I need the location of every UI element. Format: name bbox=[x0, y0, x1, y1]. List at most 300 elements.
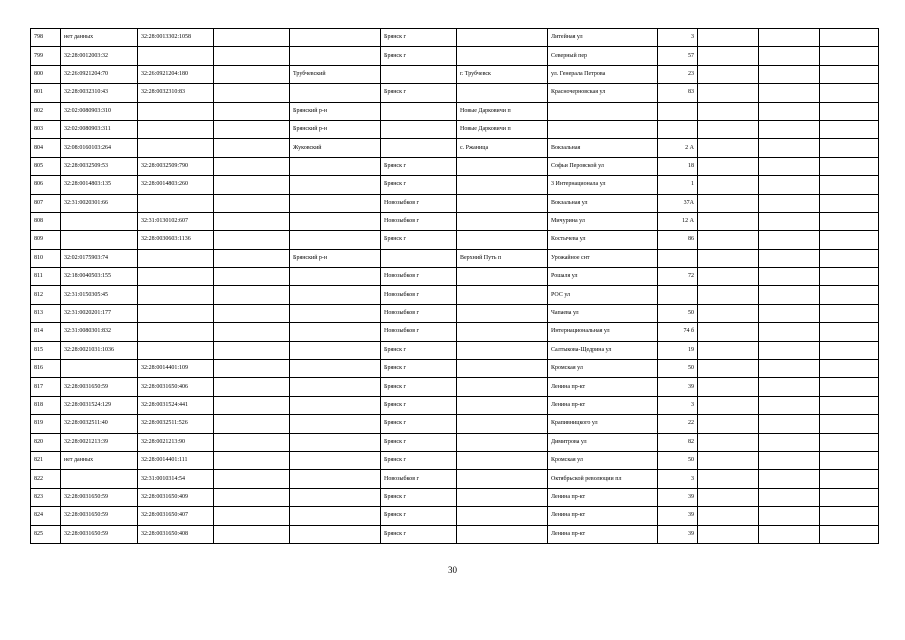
cell-cadastral-number: 32:31:0150305:45 bbox=[61, 286, 138, 304]
table-row bbox=[31, 194, 879, 212]
cell-empty-cell bbox=[759, 286, 820, 304]
cell-house-number: 39 bbox=[658, 378, 698, 396]
cell-empty-cell bbox=[759, 360, 820, 378]
cell-empty-cell bbox=[698, 415, 759, 433]
cell-settlement bbox=[457, 378, 548, 396]
cell-street: Ленина пр-кт bbox=[548, 488, 658, 506]
cell-district bbox=[290, 47, 381, 65]
cell-city: Брянск г bbox=[381, 507, 457, 525]
table-row bbox=[31, 488, 879, 506]
table-row bbox=[31, 29, 879, 47]
cell-row-number: 805 bbox=[31, 157, 61, 175]
cell-city: Новозыбков г bbox=[381, 268, 457, 286]
cell-cadastral-number-2 bbox=[138, 268, 214, 286]
cell-cadastral-number-2 bbox=[138, 102, 214, 120]
cell-district bbox=[290, 433, 381, 451]
cell-city: Новозыбков г bbox=[381, 323, 457, 341]
cell-row-number: 803 bbox=[31, 120, 61, 138]
cell-city: Брянск г bbox=[381, 231, 457, 249]
cell-district bbox=[290, 268, 381, 286]
cell-street: Чапаева ул bbox=[548, 304, 658, 322]
table-row bbox=[31, 378, 879, 396]
cell-extra-cell bbox=[214, 249, 290, 267]
cell-district bbox=[290, 212, 381, 230]
cell-house-number bbox=[658, 249, 698, 267]
cell-extra-cell bbox=[214, 451, 290, 469]
cell-district bbox=[290, 525, 381, 543]
cell-empty-cell bbox=[820, 176, 879, 194]
cell-settlement: с. Ржаница bbox=[457, 139, 548, 157]
cell-settlement bbox=[457, 323, 548, 341]
cell-street: 3 Интернационала ул bbox=[548, 176, 658, 194]
cell-cadastral-number: 32:31:0080301:832 bbox=[61, 323, 138, 341]
cell-empty-cell bbox=[820, 47, 879, 65]
cell-cadastral-number-2: 32:28:0031650:406 bbox=[138, 378, 214, 396]
cell-cadastral-number: 32:28:0031650:59 bbox=[61, 378, 138, 396]
cell-cadastral-number: 32:26:0921204:70 bbox=[61, 65, 138, 83]
cell-empty-cell bbox=[759, 102, 820, 120]
cell-settlement bbox=[457, 488, 548, 506]
cell-row-number: 800 bbox=[31, 65, 61, 83]
cell-street: ул. Генерала Петрова bbox=[548, 65, 658, 83]
cell-row-number: 814 bbox=[31, 323, 61, 341]
cell-row-number: 806 bbox=[31, 176, 61, 194]
cell-row-number: 811 bbox=[31, 268, 61, 286]
cell-district bbox=[290, 396, 381, 414]
cell-city: Новозыбков г bbox=[381, 212, 457, 230]
cell-house-number: 39 bbox=[658, 525, 698, 543]
cell-empty-cell bbox=[698, 286, 759, 304]
table-row bbox=[31, 120, 879, 138]
cell-house-number: 37А bbox=[658, 194, 698, 212]
cell-cadastral-number-2 bbox=[138, 47, 214, 65]
cell-house-number: 19 bbox=[658, 341, 698, 359]
cell-city: Брянск г bbox=[381, 525, 457, 543]
cell-cadastral-number: 32:28:0031650:59 bbox=[61, 525, 138, 543]
cell-empty-cell bbox=[698, 470, 759, 488]
cell-house-number: 74 б bbox=[658, 323, 698, 341]
cell-cadastral-number-2: 32:28:0013302:1058 bbox=[138, 29, 214, 47]
cell-extra-cell bbox=[214, 507, 290, 525]
cell-cadastral-number: 32:28:0031650:59 bbox=[61, 488, 138, 506]
cell-empty-cell bbox=[820, 268, 879, 286]
cell-cadastral-number-2: 32:28:0031650:407 bbox=[138, 507, 214, 525]
table-row bbox=[31, 231, 879, 249]
cell-house-number: 23 bbox=[658, 65, 698, 83]
cell-cadastral-number bbox=[61, 231, 138, 249]
cell-cadastral-number-2 bbox=[138, 120, 214, 138]
cell-empty-cell bbox=[698, 102, 759, 120]
cell-street: Вокзальная ул bbox=[548, 194, 658, 212]
cell-street: РОС ул bbox=[548, 286, 658, 304]
table-row bbox=[31, 470, 879, 488]
cell-empty-cell bbox=[820, 433, 879, 451]
cell-cadastral-number-2 bbox=[138, 286, 214, 304]
cell-empty-cell bbox=[759, 139, 820, 157]
cell-row-number: 825 bbox=[31, 525, 61, 543]
cell-extra-cell bbox=[214, 360, 290, 378]
cell-house-number: 82 bbox=[658, 433, 698, 451]
cell-cadastral-number-2: 32:26:0921204:180 bbox=[138, 65, 214, 83]
cell-cadastral-number bbox=[61, 470, 138, 488]
cell-settlement bbox=[457, 29, 548, 47]
cell-row-number: 824 bbox=[31, 507, 61, 525]
cell-house-number bbox=[658, 102, 698, 120]
cell-cadastral-number-2: 32:28:0032310:83 bbox=[138, 84, 214, 102]
cell-cadastral-number-2 bbox=[138, 194, 214, 212]
cell-cadastral-number-2: 32:28:0031650:409 bbox=[138, 488, 214, 506]
cell-city: Новозыбков г bbox=[381, 286, 457, 304]
cell-cadastral-number: 32:28:0031650:59 bbox=[61, 507, 138, 525]
cell-empty-cell bbox=[820, 507, 879, 525]
cell-district bbox=[290, 451, 381, 469]
cell-house-number: 39 bbox=[658, 488, 698, 506]
cell-empty-cell bbox=[759, 470, 820, 488]
cell-empty-cell bbox=[698, 65, 759, 83]
cell-settlement: Новые Дарковичи п bbox=[457, 102, 548, 120]
cell-city: Брянск г bbox=[381, 378, 457, 396]
cell-city: Брянск г bbox=[381, 360, 457, 378]
cell-empty-cell bbox=[759, 268, 820, 286]
table-row bbox=[31, 433, 879, 451]
cell-cadastral-number: 32:28:0021031:1036 bbox=[61, 341, 138, 359]
cell-empty-cell bbox=[759, 47, 820, 65]
cell-settlement: Новые Дарковичи п bbox=[457, 120, 548, 138]
cell-row-number: 823 bbox=[31, 488, 61, 506]
cell-street: Октябрьской революции пл bbox=[548, 470, 658, 488]
cell-cadastral-number: 32:28:0031524:129 bbox=[61, 396, 138, 414]
cell-empty-cell bbox=[698, 194, 759, 212]
cell-cadastral-number-2: 32:28:0030603:1136 bbox=[138, 231, 214, 249]
cell-empty-cell bbox=[820, 304, 879, 322]
cell-empty-cell bbox=[698, 157, 759, 175]
cell-empty-cell bbox=[698, 120, 759, 138]
cell-cadastral-number: 32:02:0080903:311 bbox=[61, 120, 138, 138]
cell-extra-cell bbox=[214, 323, 290, 341]
cell-empty-cell bbox=[698, 268, 759, 286]
cell-empty-cell bbox=[820, 396, 879, 414]
cell-district: Жуковский bbox=[290, 139, 381, 157]
cell-street: Северный пер bbox=[548, 47, 658, 65]
table-body bbox=[31, 29, 879, 544]
cell-extra-cell bbox=[214, 378, 290, 396]
cell-district bbox=[290, 323, 381, 341]
cell-extra-cell bbox=[214, 84, 290, 102]
cell-empty-cell bbox=[820, 157, 879, 175]
cell-settlement bbox=[457, 212, 548, 230]
cell-settlement bbox=[457, 341, 548, 359]
cell-extra-cell bbox=[214, 415, 290, 433]
cell-cadastral-number: 32:28:0021213:39 bbox=[61, 433, 138, 451]
cell-empty-cell bbox=[759, 488, 820, 506]
cell-cadastral-number-2 bbox=[138, 249, 214, 267]
cell-row-number: 802 bbox=[31, 102, 61, 120]
cell-empty-cell bbox=[820, 525, 879, 543]
cell-street: Рошаля ул bbox=[548, 268, 658, 286]
cell-street bbox=[548, 120, 658, 138]
cell-extra-cell bbox=[214, 341, 290, 359]
cell-street: Ленина пр-кт bbox=[548, 396, 658, 414]
cell-street: Ленина пр-кт bbox=[548, 507, 658, 525]
cell-district bbox=[290, 157, 381, 175]
table-row bbox=[31, 286, 879, 304]
cell-house-number bbox=[658, 120, 698, 138]
cell-empty-cell bbox=[820, 139, 879, 157]
cell-cadastral-number: 32:02:0175903:74 bbox=[61, 249, 138, 267]
cell-extra-cell bbox=[214, 47, 290, 65]
cell-empty-cell bbox=[820, 249, 879, 267]
cell-street: Кромская ул bbox=[548, 360, 658, 378]
cell-cadastral-number-2 bbox=[138, 304, 214, 322]
cell-extra-cell bbox=[214, 102, 290, 120]
cell-city: Брянск г bbox=[381, 29, 457, 47]
cell-empty-cell bbox=[759, 231, 820, 249]
cell-empty-cell bbox=[820, 451, 879, 469]
cell-empty-cell bbox=[820, 194, 879, 212]
cell-cadastral-number bbox=[61, 360, 138, 378]
cell-district bbox=[290, 341, 381, 359]
cell-empty-cell bbox=[820, 29, 879, 47]
table-row bbox=[31, 268, 879, 286]
cell-settlement bbox=[457, 415, 548, 433]
cell-cadastral-number-2 bbox=[138, 139, 214, 157]
cell-city: Брянск г bbox=[381, 396, 457, 414]
cell-empty-cell bbox=[820, 488, 879, 506]
cell-settlement bbox=[457, 157, 548, 175]
cell-street: Димитрова ул bbox=[548, 433, 658, 451]
cell-cadastral-number-2: 32:28:0021213:90 bbox=[138, 433, 214, 451]
cell-extra-cell bbox=[214, 525, 290, 543]
table-row bbox=[31, 304, 879, 322]
cell-empty-cell bbox=[759, 525, 820, 543]
cell-settlement: Верхний Путь п bbox=[457, 249, 548, 267]
cell-district bbox=[290, 415, 381, 433]
cell-empty-cell bbox=[820, 286, 879, 304]
table-row bbox=[31, 525, 879, 543]
cell-district bbox=[290, 29, 381, 47]
cell-empty-cell bbox=[759, 249, 820, 267]
cell-cadastral-number-2: 32:28:0014401:111 bbox=[138, 451, 214, 469]
cell-house-number: 22 bbox=[658, 415, 698, 433]
cell-empty-cell bbox=[698, 304, 759, 322]
cell-house-number: 12 А bbox=[658, 212, 698, 230]
table-row bbox=[31, 176, 879, 194]
cell-house-number: 50 bbox=[658, 360, 698, 378]
cell-house-number: 83 bbox=[658, 84, 698, 102]
cell-extra-cell bbox=[214, 396, 290, 414]
cell-house-number bbox=[658, 286, 698, 304]
cell-district bbox=[290, 286, 381, 304]
cell-district bbox=[290, 378, 381, 396]
cell-row-number: 819 bbox=[31, 415, 61, 433]
cell-settlement: г. Трубчевск bbox=[457, 65, 548, 83]
cell-cadastral-number: 32:02:0080903:310 bbox=[61, 102, 138, 120]
cell-street: Салтыкова-Щедрина ул bbox=[548, 341, 658, 359]
cell-settlement bbox=[457, 360, 548, 378]
cell-empty-cell bbox=[820, 341, 879, 359]
cell-empty-cell bbox=[698, 507, 759, 525]
cell-street: Крапивницкого ул bbox=[548, 415, 658, 433]
cell-empty-cell bbox=[820, 102, 879, 120]
cell-empty-cell bbox=[759, 29, 820, 47]
cell-street: Ленина пр-кт bbox=[548, 525, 658, 543]
cell-street: Интернациональная ул bbox=[548, 323, 658, 341]
cell-empty-cell bbox=[698, 47, 759, 65]
cell-empty-cell bbox=[759, 433, 820, 451]
cell-empty-cell bbox=[820, 360, 879, 378]
cell-extra-cell bbox=[214, 231, 290, 249]
cell-street: Вокзальная bbox=[548, 139, 658, 157]
cell-street: Костычева ул bbox=[548, 231, 658, 249]
cell-house-number: 57 bbox=[658, 47, 698, 65]
cell-cadastral-number-2: 32:28:0014803:260 bbox=[138, 176, 214, 194]
cell-cadastral-number bbox=[61, 212, 138, 230]
cell-settlement bbox=[457, 525, 548, 543]
cell-cadastral-number-2 bbox=[138, 323, 214, 341]
cell-row-number: 809 bbox=[31, 231, 61, 249]
cell-district bbox=[290, 84, 381, 102]
cell-extra-cell bbox=[214, 470, 290, 488]
cell-district bbox=[290, 176, 381, 194]
cell-row-number: 821 bbox=[31, 451, 61, 469]
cell-row-number: 820 bbox=[31, 433, 61, 451]
table-row bbox=[31, 396, 879, 414]
cell-district: Брянский р-н bbox=[290, 102, 381, 120]
cell-house-number: 1 bbox=[658, 176, 698, 194]
cell-empty-cell bbox=[698, 433, 759, 451]
cell-city bbox=[381, 102, 457, 120]
cell-house-number: 50 bbox=[658, 304, 698, 322]
cell-settlement bbox=[457, 194, 548, 212]
cell-row-number: 799 bbox=[31, 47, 61, 65]
cell-district bbox=[290, 194, 381, 212]
cell-settlement bbox=[457, 268, 548, 286]
cell-district bbox=[290, 470, 381, 488]
cell-empty-cell bbox=[820, 212, 879, 230]
cell-district: Трубчевский bbox=[290, 65, 381, 83]
page-number: 30 bbox=[448, 565, 457, 575]
cell-city: Брянск г bbox=[381, 341, 457, 359]
cell-row-number: 816 bbox=[31, 360, 61, 378]
table-row bbox=[31, 360, 879, 378]
table-row bbox=[31, 415, 879, 433]
cell-cadastral-number: 32:28:0032511:40 bbox=[61, 415, 138, 433]
cell-empty-cell bbox=[759, 415, 820, 433]
cell-city: Брянск г bbox=[381, 433, 457, 451]
cell-street: Ленина пр-кт bbox=[548, 378, 658, 396]
cell-cadastral-number: нет данных bbox=[61, 451, 138, 469]
cell-city: Новозыбков г bbox=[381, 470, 457, 488]
cell-empty-cell bbox=[698, 249, 759, 267]
cell-street bbox=[548, 102, 658, 120]
table-row bbox=[31, 84, 879, 102]
cell-street: Кромская ул bbox=[548, 451, 658, 469]
cell-cadastral-number-2: 32:31:0010314:54 bbox=[138, 470, 214, 488]
cell-settlement bbox=[457, 433, 548, 451]
cell-house-number: 3 bbox=[658, 396, 698, 414]
cell-empty-cell bbox=[820, 84, 879, 102]
cell-empty-cell bbox=[820, 323, 879, 341]
cell-empty-cell bbox=[759, 194, 820, 212]
cell-empty-cell bbox=[698, 212, 759, 230]
cell-city: Брянск г bbox=[381, 47, 457, 65]
cell-street: Софьи Перовской ул bbox=[548, 157, 658, 175]
cell-settlement bbox=[457, 304, 548, 322]
cell-cadastral-number-2: 32:28:0014401:109 bbox=[138, 360, 214, 378]
cell-empty-cell bbox=[698, 396, 759, 414]
cell-empty-cell bbox=[820, 120, 879, 138]
table-row bbox=[31, 341, 879, 359]
cell-house-number: 50 bbox=[658, 451, 698, 469]
cell-row-number: 810 bbox=[31, 249, 61, 267]
cell-street: Урожайное снт bbox=[548, 249, 658, 267]
cell-settlement bbox=[457, 286, 548, 304]
cell-row-number: 818 bbox=[31, 396, 61, 414]
cell-house-number: 2 А bbox=[658, 139, 698, 157]
cell-city bbox=[381, 249, 457, 267]
cell-settlement bbox=[457, 231, 548, 249]
cell-extra-cell bbox=[214, 433, 290, 451]
cell-street: Литейная ул bbox=[548, 29, 658, 47]
cell-empty-cell bbox=[820, 231, 879, 249]
table-row bbox=[31, 102, 879, 120]
cell-house-number: 72 bbox=[658, 268, 698, 286]
cell-settlement bbox=[457, 176, 548, 194]
cell-house-number: 39 bbox=[658, 507, 698, 525]
cell-empty-cell bbox=[698, 139, 759, 157]
cell-empty-cell bbox=[759, 65, 820, 83]
cell-extra-cell bbox=[214, 139, 290, 157]
table-row bbox=[31, 212, 879, 230]
cell-city: Брянск г bbox=[381, 176, 457, 194]
cell-street: Мичурина ул bbox=[548, 212, 658, 230]
cell-district: Брянский р-н bbox=[290, 120, 381, 138]
cell-row-number: 822 bbox=[31, 470, 61, 488]
cell-empty-cell bbox=[698, 29, 759, 47]
cell-empty-cell bbox=[759, 341, 820, 359]
cell-house-number: 18 bbox=[658, 157, 698, 175]
cell-cadastral-number-2: 32:28:0032509:790 bbox=[138, 157, 214, 175]
cell-city bbox=[381, 120, 457, 138]
cell-extra-cell bbox=[214, 268, 290, 286]
cell-street: Красночерновская ул bbox=[548, 84, 658, 102]
cell-cadastral-number: 32:28:0032509:53 bbox=[61, 157, 138, 175]
cell-settlement bbox=[457, 396, 548, 414]
cell-empty-cell bbox=[759, 212, 820, 230]
cell-cadastral-number-2: 32:28:0031524:441 bbox=[138, 396, 214, 414]
cell-city: Брянск г bbox=[381, 157, 457, 175]
cell-empty-cell bbox=[759, 396, 820, 414]
cell-empty-cell bbox=[759, 378, 820, 396]
cell-settlement bbox=[457, 47, 548, 65]
cell-cadastral-number: 32:18:0040503:155 bbox=[61, 268, 138, 286]
cell-empty-cell bbox=[759, 451, 820, 469]
cell-settlement bbox=[457, 84, 548, 102]
cell-row-number: 808 bbox=[31, 212, 61, 230]
cell-row-number: 817 bbox=[31, 378, 61, 396]
cell-row-number: 801 bbox=[31, 84, 61, 102]
cell-settlement bbox=[457, 451, 548, 469]
cell-row-number: 813 bbox=[31, 304, 61, 322]
cell-house-number: 86 bbox=[658, 231, 698, 249]
cell-row-number: 815 bbox=[31, 341, 61, 359]
cell-cadastral-number: 32:28:0032310:43 bbox=[61, 84, 138, 102]
cell-cadastral-number-2: 32:31:0130102:607 bbox=[138, 212, 214, 230]
cell-empty-cell bbox=[698, 231, 759, 249]
cell-cadastral-number-2: 32:28:0032511:526 bbox=[138, 415, 214, 433]
cell-row-number: 804 bbox=[31, 139, 61, 157]
cell-extra-cell bbox=[214, 286, 290, 304]
